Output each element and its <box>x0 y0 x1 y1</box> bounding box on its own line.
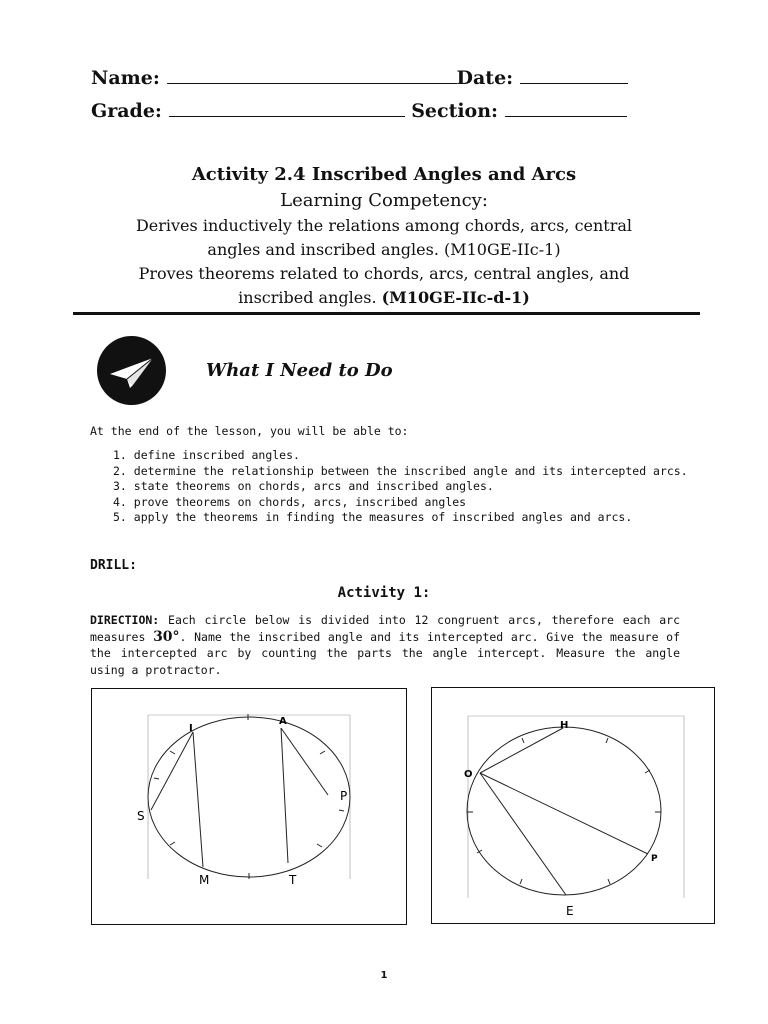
list-item: 2. determine the relationship between the inscribed angle and its intercepted arcs. <box>113 463 688 478</box>
grade-label: Grade: <box>91 100 162 122</box>
label-T: T <box>289 873 297 887</box>
direction-label: DIRECTION: <box>90 613 160 627</box>
circle-diagram-2 <box>432 688 714 923</box>
list-item: 5. apply the theorems in finding the measures of inscribed angles and arcs. <box>113 510 633 524</box>
competency-text <box>100 214 668 310</box>
section-icon <box>97 336 166 405</box>
section-title: What I Need to Do <box>206 360 393 381</box>
competency-line-4-text: inscribed angles. <box>238 288 382 307</box>
date-label: Date: <box>456 67 514 89</box>
competency-line-1: Derives inductively the relations among chords, arcs, central <box>135 216 633 235</box>
name-field[interactable] <box>167 64 457 84</box>
list-item: 1. define inscribed angles. <box>113 448 300 462</box>
label-S: S <box>137 809 145 823</box>
list-item: 4. prove theorems on chords, arcs, inscribed angles <box>113 494 467 509</box>
title-divider <box>73 312 700 315</box>
drill-heading: DRILL: <box>90 558 137 573</box>
label-E: E <box>566 904 574 918</box>
label-H: H <box>560 720 569 731</box>
activity-title: Activity 2.4 Inscribed Angles and Arcs <box>191 164 577 185</box>
date-field[interactable] <box>520 64 628 84</box>
direction-text <box>90 612 680 678</box>
learning-competency-heading: Learning Competency: <box>280 190 488 211</box>
page-number: 1 <box>380 970 388 981</box>
competency-line-4 <box>100 286 668 310</box>
circle-diagram-1 <box>92 689 406 924</box>
paper-plane-icon <box>97 336 166 405</box>
figure-2-box <box>431 687 715 924</box>
label-M: M <box>199 873 210 887</box>
arc-measure: 30° <box>153 628 180 645</box>
competency-code: (M10GE-IIc-d-1) <box>381 288 530 307</box>
section-label: Section: <box>411 100 499 122</box>
label-I: I <box>189 723 193 734</box>
intro-text: At the end of the lesson, you will be able to: <box>90 424 409 438</box>
grade-field[interactable] <box>169 97 405 117</box>
name-date-row <box>91 64 628 89</box>
direction-part-1: Each circle below is divided into 12 congruent arcs, therefore each arc measures <box>90 613 680 644</box>
section-field[interactable] <box>505 97 627 117</box>
competency-line-2: angles and inscribed angles. (M10GE-IIc-1) <box>207 240 561 259</box>
grade-section-row <box>91 97 627 122</box>
list-item: 3. state theorems on chords, arcs and inscribed angles. <box>113 479 494 493</box>
label-A: A <box>279 716 287 727</box>
label-O: O <box>464 769 473 780</box>
label-P: P <box>340 789 348 803</box>
name-label: Name: <box>91 67 160 89</box>
label-P2: P <box>651 854 658 864</box>
competency-line-3: Proves theorems related to chords, arcs, central angles, and <box>138 264 630 283</box>
figure-1-box <box>91 688 407 925</box>
direction-part-2: . Name the inscribed angle and its intercepted arc. Give the measure of the intercepted arc by counting the parts the angle intercept. Measure the angle using a protractor. <box>90 629 681 677</box>
objectives-list <box>113 448 688 526</box>
activity-heading: Activity 1: <box>337 585 431 601</box>
